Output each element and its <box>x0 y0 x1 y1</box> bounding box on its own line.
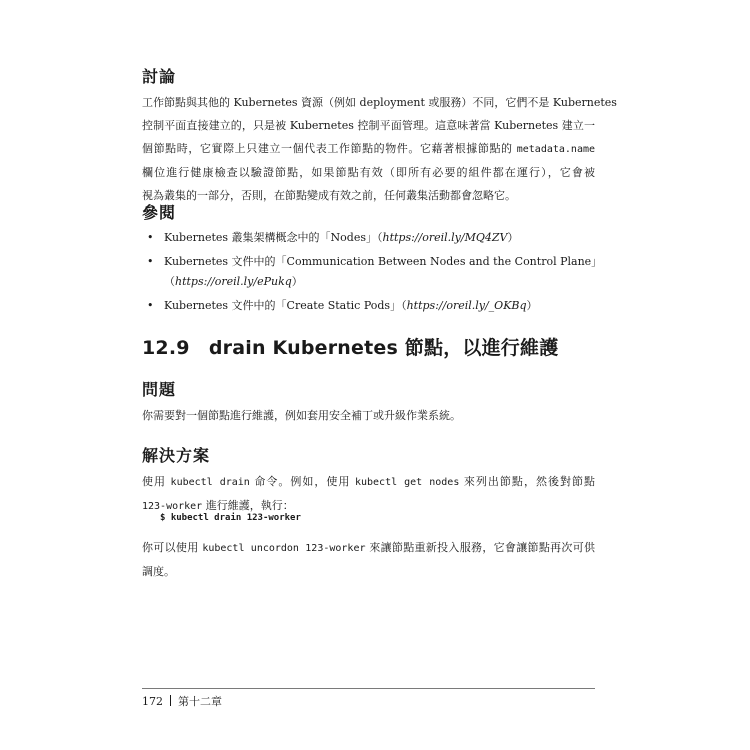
bullet-icon: • <box>147 255 154 268</box>
section-title: 12.9 drain Kubernetes 節點，以進行維護 <box>142 337 559 359</box>
kubectl-get-nodes-code: kubectl get nodes <box>354 477 460 488</box>
problem-heading: 問題 <box>142 380 177 399</box>
problem-paragraph: 你需要對一個節點進行維護，例如套用安全補丁或升級作業系統。 <box>142 409 461 422</box>
uncordon-line-2: 調度。 <box>142 565 175 578</box>
footer-divider <box>142 688 595 689</box>
code-block: $ kubectl drain 123-worker <box>160 513 301 523</box>
discussion-line-2: 控制平面直接建立的，只是被 Kubernetes 控制平面管理。這意味著當 Kubernetes 建立一 <box>142 119 595 132</box>
page-footer <box>142 693 222 709</box>
footer-separator <box>170 695 171 706</box>
discussion-paragraph <box>142 91 617 207</box>
bullet-icon: • <box>147 299 154 312</box>
reference-text-end: ） <box>507 231 519 244</box>
discussion-line-4: 欄位進行健康檢查以驗證節點，如果節點有效（即所有必要的組件都在運行），它會被 <box>142 166 595 179</box>
solution-heading: 解決方案 <box>142 446 211 465</box>
reference-text: Kubernetes 文件中的「Communication Between Nodes and the Control Plane」（ <box>164 255 597 288</box>
solution-line-1 <box>142 470 595 494</box>
reference-text: Kubernetes 叢集架構概念中的「Nodes」（ <box>164 231 383 244</box>
metadata-name-code: metadata.name <box>516 144 596 155</box>
list-item <box>142 252 602 292</box>
reference-text-end: ） <box>291 275 303 288</box>
reference-link[interactable]: https://oreil.ly/ePukq <box>175 275 292 288</box>
solution-text: 進行維護，執行： <box>205 499 294 512</box>
uncordon-text: 來讓節點重新投入服務，它會讓節點再次可供 <box>369 541 596 554</box>
page-number: 172 <box>142 695 163 708</box>
uncordon-text: 你可以使用 <box>142 541 199 554</box>
node-name-code: 123-worker <box>142 501 203 512</box>
solution-text: 來列出節點，然後對節點 <box>463 475 596 488</box>
uncordon-line-1 <box>142 536 595 560</box>
solution-text: 命令。例如，使用 <box>254 475 351 488</box>
bullet-icon: • <box>147 231 154 244</box>
discussion-line-5: 視為叢集的一部分，否則，在節點變成有效之前，任何叢集活動都會忽略它。 <box>142 189 516 202</box>
reference-text-end: ） <box>526 299 538 312</box>
uncordon-paragraph <box>142 536 595 583</box>
solution-paragraph <box>142 470 595 518</box>
discussion-heading: 討論 <box>142 67 177 86</box>
reference-text: Kubernetes 文件中的「Create Static Pods」（ <box>164 299 407 312</box>
reference-link[interactable]: https://oreil.ly/MQ4ZV <box>382 231 508 244</box>
list-item <box>142 296 602 316</box>
kubectl-uncordon-code: kubectl uncordon 123-worker <box>202 543 366 554</box>
see-also-heading: 參閱 <box>142 203 177 222</box>
solution-text: 使用 <box>142 475 167 488</box>
discussion-line-1: 工作節點與其他的 Kubernetes 資源（例如 deployment 或服務）不同，它們不是 Kubernetes <box>142 96 617 109</box>
reference-link[interactable]: https://oreil.ly/_OKBq <box>406 299 527 312</box>
discussion-line-3-text: 個節點時，它實際上只建立一個代表工作節點的物件。它藉著根據節點的 <box>142 142 513 155</box>
kubectl-drain-code: kubectl drain <box>170 477 250 488</box>
reference-list <box>142 228 602 320</box>
chapter-label: 第十二章 <box>178 695 222 708</box>
discussion-line-3 <box>142 137 595 161</box>
list-item <box>142 228 602 248</box>
